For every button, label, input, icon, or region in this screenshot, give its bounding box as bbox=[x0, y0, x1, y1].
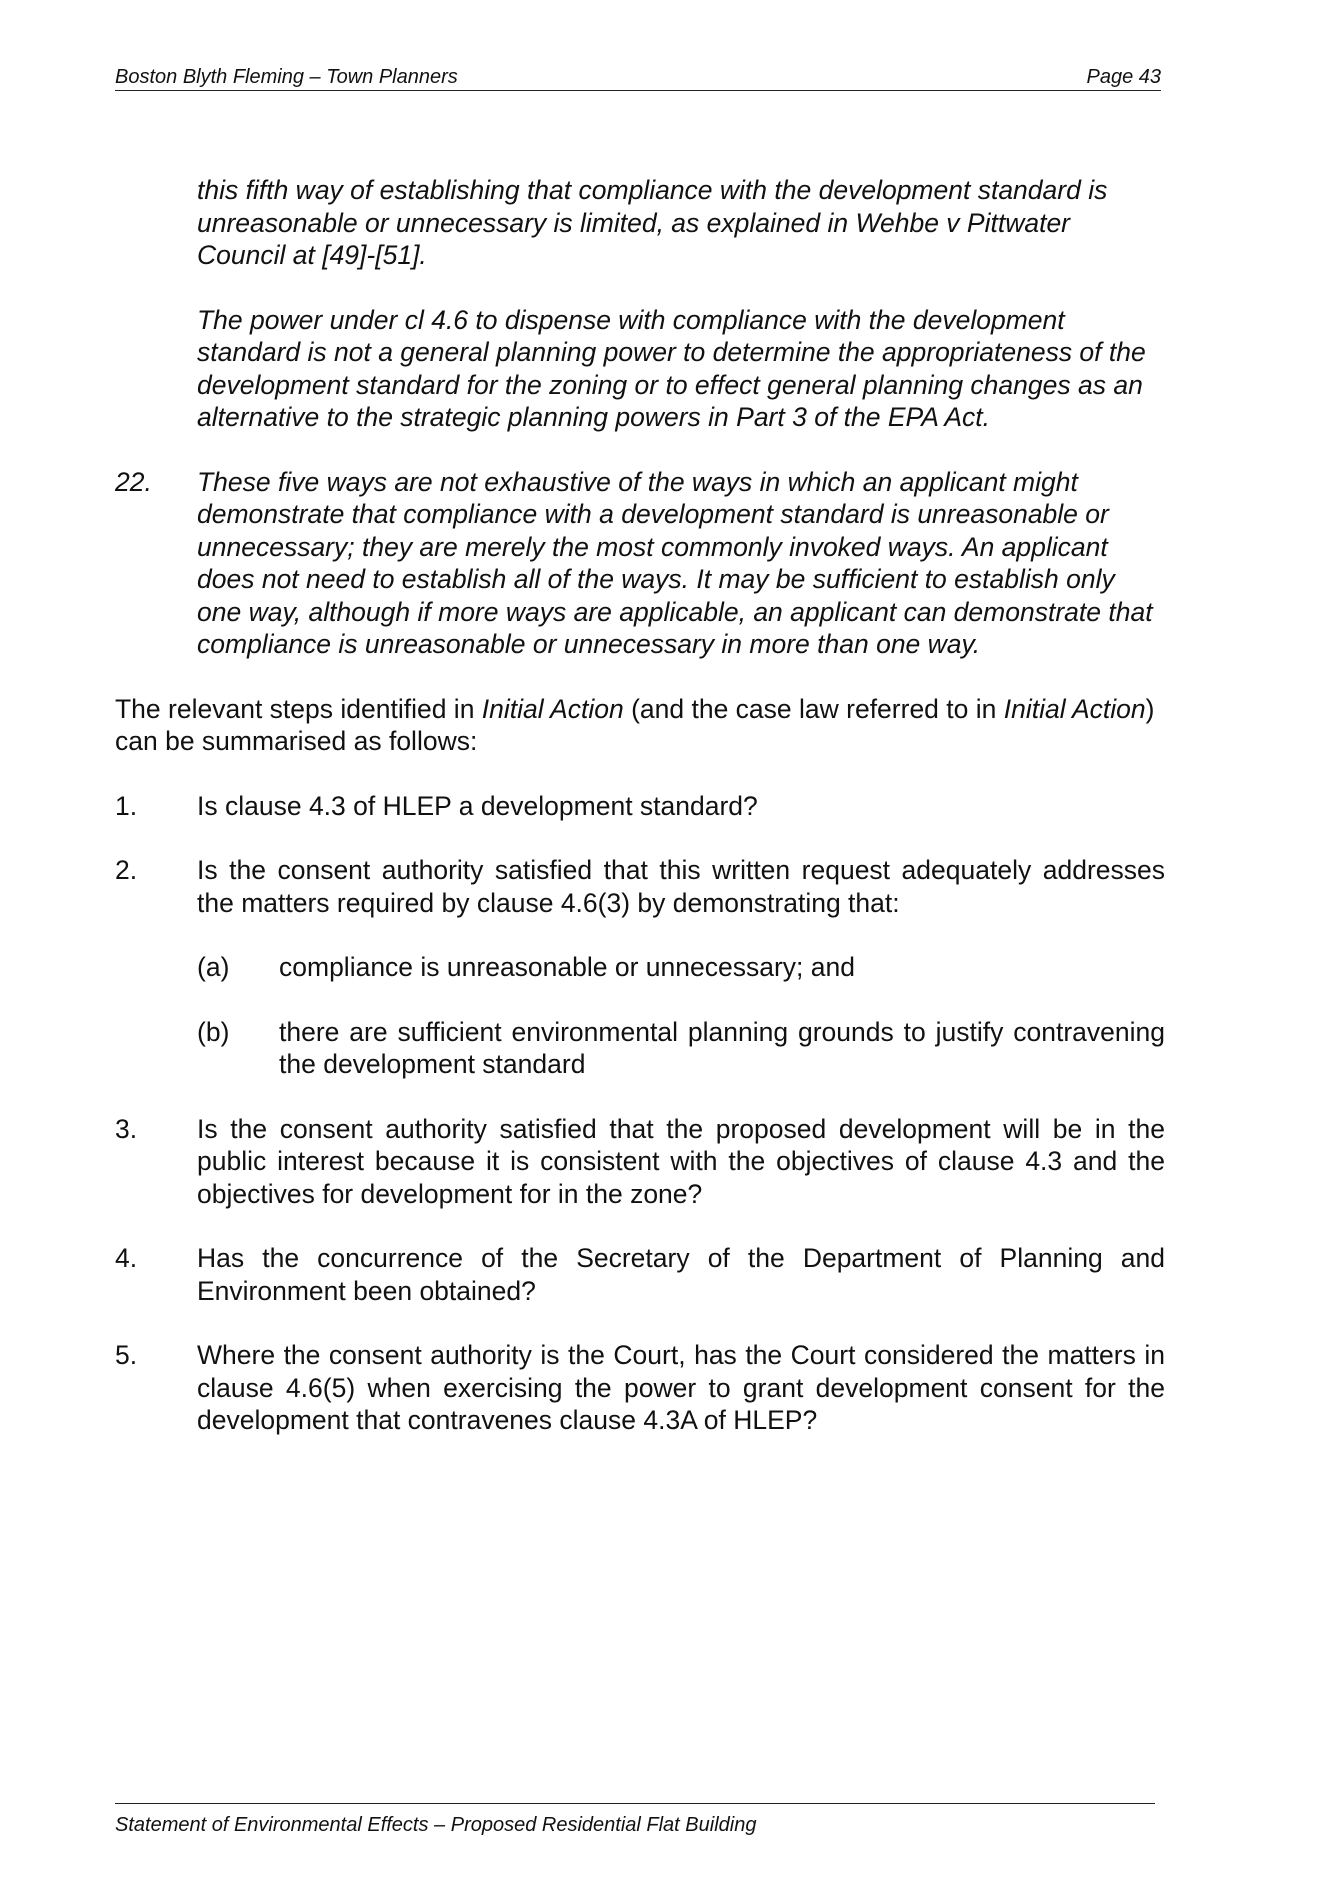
header-company: Boston Blyth Fleming – Town Planners bbox=[115, 66, 458, 88]
case-name: Initial Action bbox=[1003, 693, 1146, 724]
sub-step-item bbox=[197, 951, 1165, 984]
step-text: Is the consent authority satisfied that the proposed development will be in the public interest because it is consistent with the objectives of clause 4.3 and the objectives for development for in the zone? bbox=[197, 1113, 1165, 1209]
sub-step-text: compliance is unreasonable or unnecessary; and bbox=[279, 952, 855, 982]
paragraph-number: 22. bbox=[115, 466, 152, 497]
sub-step-text: there are sufficient environmental planning grounds to justify contravening the development standard bbox=[279, 1016, 1165, 1079]
sub-step-label: (a) bbox=[197, 952, 230, 982]
paragraph-text: These five ways are not exhaustive of the ways in which an applicant might demonstrate that compliance with a development standard is unreasonable or unnecessary; they are merely the most commonly invoked ways. An applicant does not need to establish all of the ways. It may be sufficient to establish only one way, although if more ways are applicable, an applicant can demonstrate that compliance is unreasonable or unnecessary in more than one way. bbox=[197, 466, 1153, 659]
intro-paragraph bbox=[115, 693, 1165, 758]
step-item bbox=[115, 1339, 1165, 1437]
step-number: 2. bbox=[115, 855, 138, 885]
step-number: 5. bbox=[115, 1340, 138, 1370]
intro-text: The relevant steps identified in bbox=[115, 693, 482, 724]
sub-step-item bbox=[197, 1016, 1165, 1081]
step-item bbox=[115, 790, 1165, 823]
step-text: Where the consent authority is the Court, has the Court considered the matters in clause 4.6(5) when exercising the power to grant development consent for the development that contravenes clause 4.3A of HLEP? bbox=[197, 1340, 1165, 1435]
step-text: Has the concurrence of the Secretary of the Department of Planning and Environment been obtained? bbox=[197, 1243, 1165, 1306]
page-footer: Statement of Environmental Effects – Proposed Residential Flat Building bbox=[115, 1803, 1155, 1837]
intro-text: (and the case law referred to in bbox=[623, 693, 1004, 724]
step-item bbox=[115, 1113, 1165, 1211]
intro-text: ) can be summarised as follows: bbox=[115, 693, 1155, 756]
document-body bbox=[115, 174, 1165, 1469]
step-number: 3. bbox=[115, 1113, 138, 1144]
quote-paragraph: The power under cl 4.6 to dispense with compliance with the development standard is not a general planning power to determine the appropriateness of the development standard for the zoning or to effect general planning changes as an alternative to the strategic planning powers in Part 3 of the EPA Act. bbox=[197, 304, 1146, 432]
quote-paragraph: this fifth way of establishing that compliance with the development standard is unreasonable or unnecessary is limited, as explained in Wehbe v Pittwater Council at [49]-[51]. bbox=[197, 175, 1108, 270]
sub-step-label: (b) bbox=[197, 1016, 230, 1047]
step-text: Is the consent authority satisfied that this written request adequately addresses the matters required by clause 4.6(3) by demonstrating that: bbox=[197, 855, 1165, 918]
step-number: 1. bbox=[115, 790, 138, 821]
step-number: 4. bbox=[115, 1243, 138, 1273]
page-header bbox=[115, 64, 1161, 91]
step-item bbox=[115, 854, 1165, 919]
quote-numbered-paragraph bbox=[115, 466, 1165, 661]
case-name: Initial Action bbox=[481, 693, 624, 724]
step-text: Is clause 4.3 of HLEP a development standard? bbox=[197, 790, 758, 821]
step-item bbox=[115, 1242, 1165, 1307]
block-quote bbox=[197, 174, 1165, 434]
header-page-number: Page 43 bbox=[1086, 66, 1161, 88]
